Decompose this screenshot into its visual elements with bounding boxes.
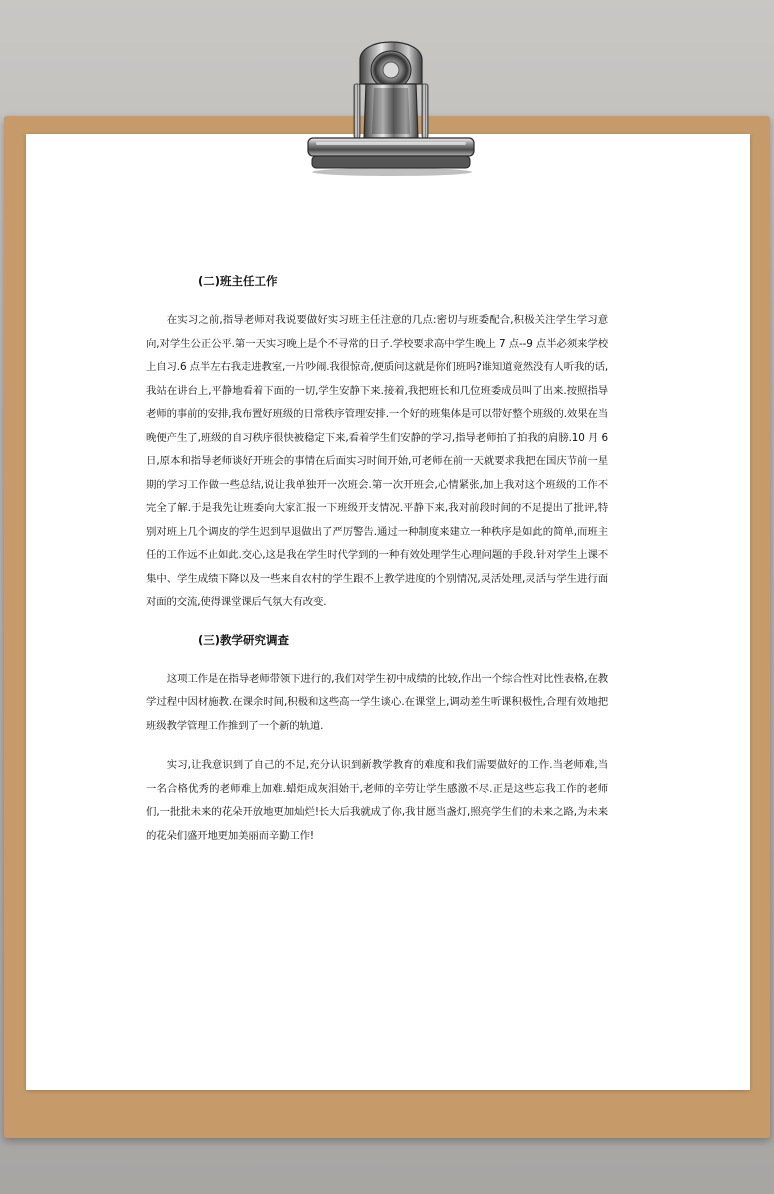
section-heading: (三)教学研究调查 (198, 632, 290, 647)
binder-clip-icon (304, 26, 476, 178)
section-heading: (二)班主任工作 (198, 274, 278, 288)
paragraph: 实习,让我意识到了自己的不足,充分认识到新教学教育的难度和我们需要做好的工作.当老师难,当一名合格优秀的老师难上加难.蜡炬成灰泪始干,老师的辛劳让学生感激不尽.正是这些忘我工作的老师们,一批批未来的花朵开放地更加灿烂!长大后我就成了你,我甘愿当盏灯,照亮学生们的未来之路,为未来的花朵们盛开地更加美丽而辛勤工作! (146, 759, 608, 842)
document-body (146, 270, 608, 848)
paragraph: 这项工作是在指导老师带领下进行的,我们对学生初中成绩的比较,作出一个综合性对比性表格,在教学过程中因材施教.在课余时间,积极和这些高一学生谈心.在课堂上,调动差生听课积极性,合理有效地把班级教学管理工作推到了一个新的轨道. (146, 672, 608, 732)
paragraph: 在实习之前,指导老师对我说要做好实习班主任注意的几点:密切与班委配合,积极关注学生学习意向,对学生公正公平.第一天实习晚上是个不寻常的日子.学校要求高中学生晚上 7 点--9 点半必须来学校上自习.6 点半左右我走进教室,一片吵闹.我很惊奇,便质问这就是你们班吗?谁知道竟然没有人听我的话,我站在讲台上,平静地看着下面的一切,学生安静下来.接着,我把班长和几位班委成员叫了出来.按照指导老师的事前的安排,我布置好班级的日常秩序管理安排.一个好的班集体是可以带好整个班级的.效果在当晚便产生了,班级的自习秩序很快被稳定下来,看着学生们安静的学习,指导老师拍了拍我的肩膀.10 月 6 日,原本和指导老师谈好开班会的事情在后面实习时间开始,可老师在前一天就要求我把在国庆节前一星期的学习工作做一些总结,说让我单独开一次班会.第一次开班会,心情紧张,加上我对这个班级的工作不完全了解.于是我先让班委向大家汇报一下班级开支情况.平静下来,我对前段时间的不足提出了批评,特别对班上几个调皮的学生迟到早退做出了严厉警告.通过一种制度来建立一种秩序是如此的简单,而班主任的工作远不止如此.交心,这是我在学生时代学到的一种有效处理学生心理问题的手段.针对学生上课不集中、学生成绩下降以及一些来自农村的学生跟不上教学进度的个别情况,灵活处理,灵活与学生进行面对面的交流,使得课堂课后气氛大有改变. (146, 314, 608, 608)
